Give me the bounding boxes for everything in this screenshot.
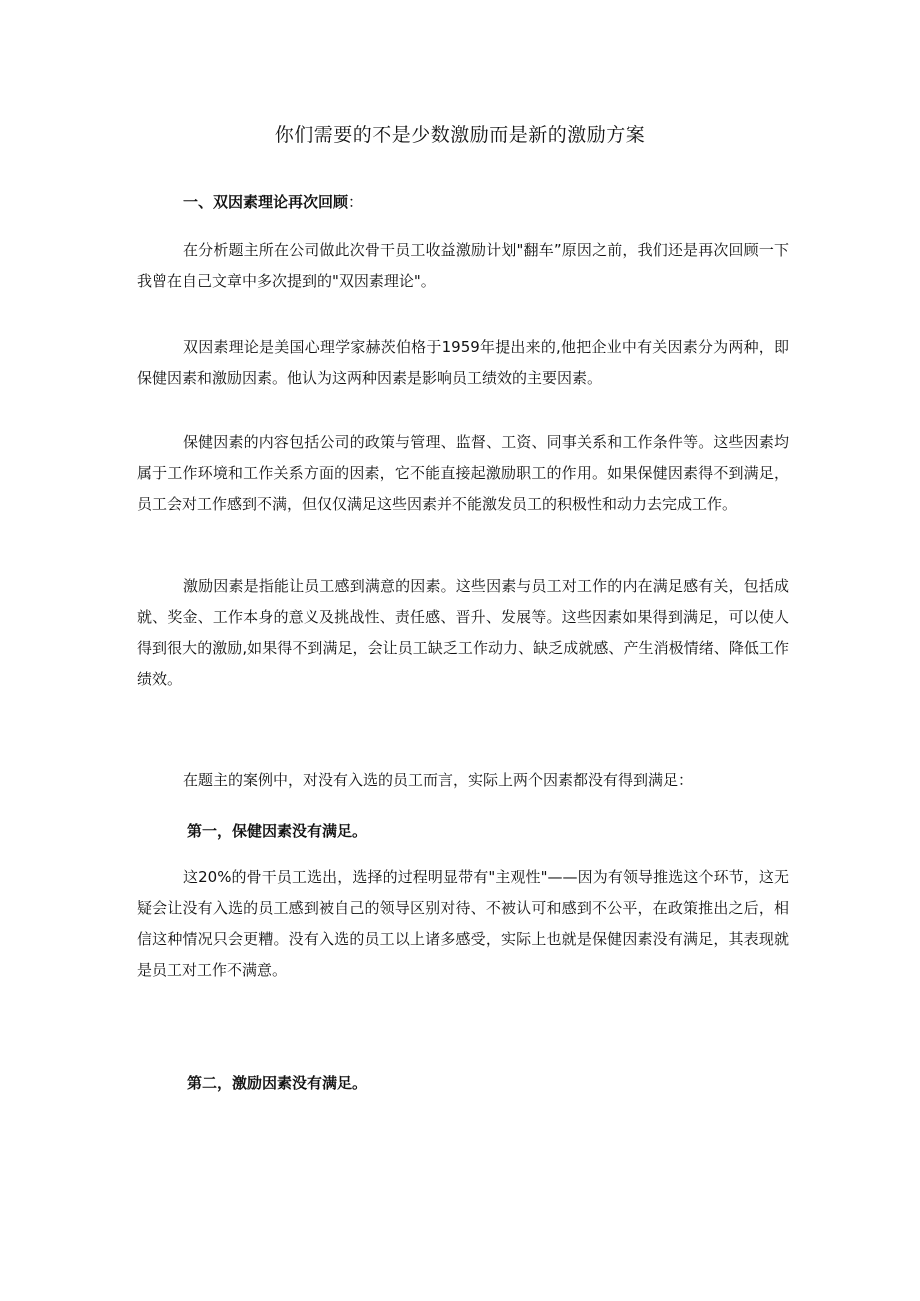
paragraph-5: 在题主的案例中，对没有入选的员工而言，实际上两个因素都没有得到满足： [183,771,694,789]
paragraph-6: 这20%的骨干员工选出，选择的过程明显带有"主观性"——因为有领导推选这个环节，这无疑会让没有入选的员工感到被自己的领导区别对待、不被认可和感到不公平，在政策推出之后，相信这种情况只会更糟。没有入选的员工以上诸多感受，实际上也就是保健因素没有满足，其表现就是员工对工作不满意。 [137,868,789,979]
point-two-heading: 第二，激励因素没有满足。 [187,1074,368,1092]
section-heading [0,192,920,212]
section-heading-label: 一、双因素理论再次回顾 [183,193,349,211]
paragraph-3: 保健因素的内容包括公司的政策与管理、监督、工资、同事关系和工作条件等。这些因素均属于工作环境和工作关系方面的因素，它不能直接起激励职工的作用。如果保健因素得不到满足，员工会对工作感到不满，但仅仅满足这些因素并不能激发员工的积极性和动力去完成工作。 [137,433,789,513]
section-heading-colon: ： [348,193,364,211]
paragraph-4: 激励因素是指能让员工感到满意的因素。这些因素与员工对工作的内在满足感有关，包括成就、奖金、工作本身的意义及挑战性、责任感、晋升、发展等。这些因素如果得到满足，可以使人得到很大的激励,如果得不到满足，会让员工缺乏工作动力、缺乏成就感、产生消极情绪、降低工作绩效。 [137,577,789,688]
paragraph-1: 在分析题主所在公司做此次骨干员工收益激励计划"翻车”原因之前，我们还是再次回顾一下我曾在自己文章中多次提到的"双因素理论"。 [137,241,789,290]
paragraph-2: 双因素理论是美国心理学家赫茨伯格于1959年提出来的,他把企业中有关因素分为两种，即保健因素和激励因素。他认为这两种因素是影响员工绩效的主要因素。 [137,338,789,387]
point-one-heading: 第一，保健因素没有满足。 [187,822,368,840]
document-title: 你们需要的不是少数激励而是新的激励方案 [274,124,646,146]
